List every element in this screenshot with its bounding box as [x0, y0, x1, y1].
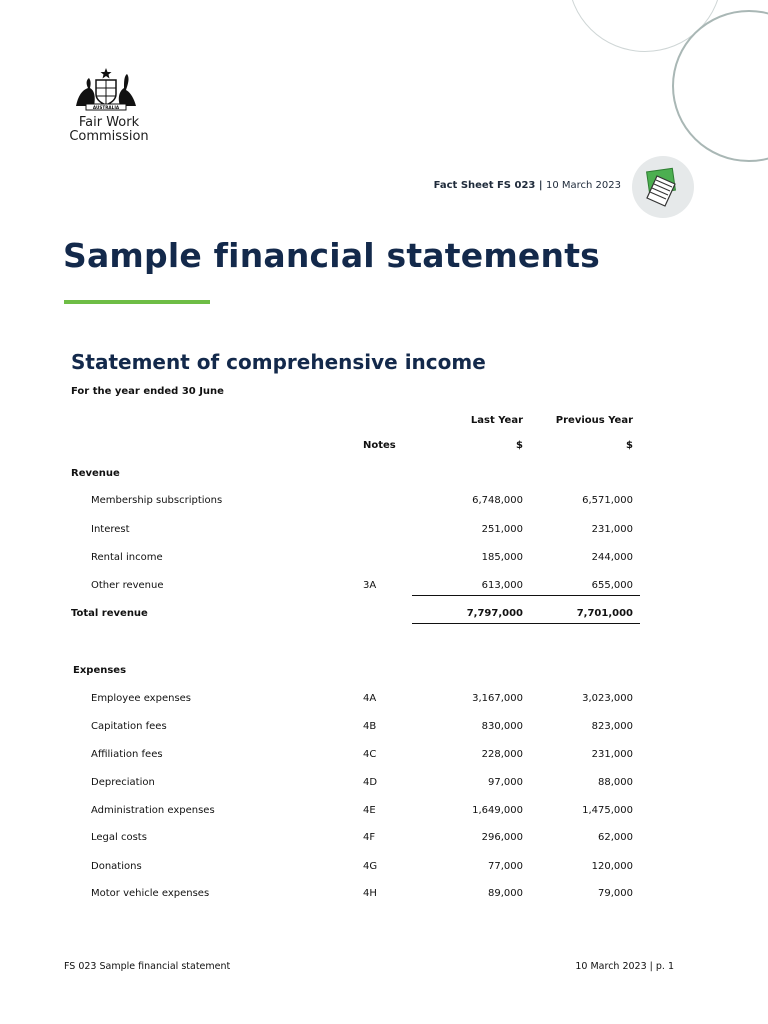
svg-text:AUSTRALIA: AUSTRALIA	[92, 105, 120, 110]
table-cell-note: 3A	[363, 580, 377, 591]
column-header-last-year: Last Year	[470, 415, 523, 426]
table-cell-previous-year: 62,000	[598, 832, 633, 843]
table-cell-last-year: 6,748,000	[472, 495, 523, 506]
document-title: Sample financial statements	[63, 236, 601, 275]
table-cell-previous-year: 79,000	[598, 888, 633, 899]
table-row-label: Rental income	[91, 552, 163, 563]
table-row-label: Depreciation	[91, 777, 155, 788]
document-icon	[632, 156, 694, 218]
table-cell-note: 4G	[363, 861, 378, 872]
table-cell-last-year: 228,000	[481, 749, 523, 760]
table-cell-last-year: 3,167,000	[472, 693, 523, 704]
table-cell-previous-year: 655,000	[591, 580, 633, 591]
footer-date-page: 10 March 2023 | p. 1	[575, 961, 674, 972]
table-cell-previous-year: 823,000	[591, 721, 633, 732]
table-cell-last-year: 77,000	[488, 861, 523, 872]
table-cell-previous-year: 244,000	[591, 552, 633, 563]
table-cell-note: 4E	[363, 805, 376, 816]
table-cell-note: 4B	[363, 721, 377, 732]
fact-sheet-date: 10 March 2023	[545, 180, 621, 191]
table-row-label: Administration expenses	[91, 805, 215, 816]
total-revenue-previous-year: 7,701,000	[576, 608, 633, 619]
table-cell-last-year: 185,000	[481, 552, 523, 563]
table-cell-previous-year: 1,475,000	[582, 805, 633, 816]
table-cell-note: 4C	[363, 749, 377, 760]
table-cell-last-year: 830,000	[481, 721, 523, 732]
table-row-label: Other revenue	[91, 580, 164, 591]
table-cell-note: 4H	[363, 888, 377, 899]
table-cell-last-year: 613,000	[481, 580, 523, 591]
coat-of-arms-icon	[72, 66, 140, 112]
footer-document-name: FS 023 Sample financial statement	[64, 961, 231, 972]
document-badge	[632, 156, 694, 218]
table-cell-last-year: 1,649,000	[472, 805, 523, 816]
table-cell-previous-year: 3,023,000	[582, 693, 633, 704]
table-cell-last-year: 251,000	[481, 524, 523, 535]
org-line-1: Fair Work	[78, 115, 140, 130]
separator: |	[535, 180, 546, 191]
fact-sheet-label: Fact Sheet FS 023	[433, 180, 536, 191]
table-row-label: Interest	[91, 524, 130, 535]
table-cell-previous-year: 231,000	[591, 524, 633, 535]
org-line-2: Commission	[69, 129, 149, 144]
table-row-label: Capitation fees	[91, 721, 167, 732]
revenue-group-label: Revenue	[71, 468, 120, 479]
total-revenue-label: Total revenue	[71, 608, 148, 619]
subtotal-rule	[412, 595, 640, 596]
table-cell-previous-year: 6,571,000	[582, 495, 633, 506]
table-cell-last-year: 97,000	[488, 777, 523, 788]
table-cell-note: 4A	[363, 693, 377, 704]
table-cell-previous-year: 231,000	[591, 749, 633, 760]
currency-last-year: $	[516, 440, 523, 451]
statement-period: For the year ended 30 June	[71, 386, 224, 397]
table-cell-last-year: 89,000	[488, 888, 523, 899]
table-row-label: Membership subscriptions	[91, 495, 223, 506]
table-cell-previous-year: 120,000	[591, 861, 633, 872]
currency-previous-year: $	[626, 440, 633, 451]
table-row-label: Legal costs	[91, 832, 147, 843]
title-accent-bar	[64, 300, 210, 304]
table-cell-last-year: 296,000	[481, 832, 523, 843]
column-header-previous-year: Previous Year	[555, 415, 633, 426]
statement-heading: Statement of comprehensive income	[71, 350, 486, 374]
table-cell-note: 4F	[363, 832, 376, 843]
table-cell-previous-year: 88,000	[598, 777, 633, 788]
table-row-label: Employee expenses	[91, 693, 192, 704]
total-rule	[412, 623, 640, 624]
organisation-name	[64, 116, 154, 144]
expenses-group-label: Expenses	[73, 665, 127, 676]
table-row-label: Donations	[91, 861, 142, 872]
column-header-notes: Notes	[363, 440, 396, 451]
table-row-label: Affiliation fees	[91, 749, 163, 760]
total-revenue-last-year: 7,797,000	[466, 608, 523, 619]
table-cell-note: 4D	[363, 777, 378, 788]
table-row-label: Motor vehicle expenses	[91, 888, 210, 899]
fact-sheet-reference	[434, 180, 621, 191]
